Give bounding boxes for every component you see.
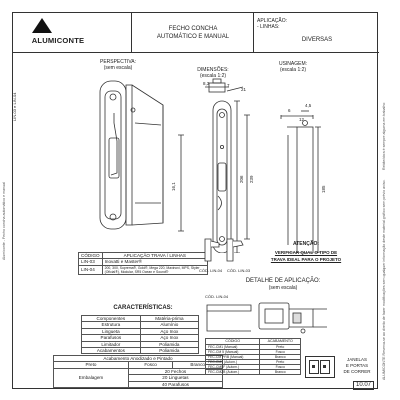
components-head: Componentes [82, 316, 141, 322]
detail-code: CÓD. LIN-04 [205, 294, 229, 299]
dim-206: 206 [239, 175, 244, 183]
dim-16-1: 16,1 [171, 182, 176, 191]
table-row [206, 370, 301, 375]
pack-label: Embalagem [54, 368, 129, 387]
table-row [82, 348, 199, 354]
side-note-right-top: Rebite/obra é sempre alguma em trabalho [382, 102, 386, 170]
page-number: 10.07 [353, 381, 374, 390]
attention-line-2: TRAVA IDEAL PARA O PROJETO [270, 257, 342, 262]
finish-code-cell: FEC-CM PRB (Manual) [206, 355, 260, 360]
dimensions-title: DIMENSÕES: [197, 67, 229, 73]
title-line-1: FECHO CONCHA [168, 26, 218, 32]
application-cell [253, 13, 379, 53]
finish-code-cell: FEC-CM1 (Autom.) [206, 360, 260, 365]
codes-table [78, 252, 208, 275]
dim-21: 21 [241, 87, 247, 92]
finish-code-cell: FEC-CM5F (Autom.) [206, 365, 260, 370]
logo-text: ALUMICONTE [31, 36, 85, 45]
latch-icons [199, 235, 249, 267]
perspective-title: PERSPECTIVA: [99, 59, 137, 65]
material-cell: Aço Inox [140, 328, 198, 334]
characteristics-title: CARACTERÍSTICAS: [113, 305, 173, 311]
janelas-line-1: JANELAS [346, 357, 367, 362]
table-row [79, 265, 208, 274]
brand-logo [17, 18, 97, 50]
perspective-view [100, 81, 163, 229]
logo-triangle-icon [32, 18, 52, 33]
dim-7: 7 [227, 83, 230, 88]
dim-185: 185 [321, 185, 326, 193]
dim-8-3: 8,3 [203, 81, 210, 86]
component-cell: Limitador [82, 341, 141, 347]
finish-code-cell: FEC-CM1 (Manual) [206, 345, 260, 350]
codes-head-app: APLICAÇÃO TRAVA / LINHAS [102, 253, 207, 259]
application-label: APLICAÇÃO: [257, 18, 288, 24]
app-cell: 200, 300, Suprema®, Gold®, Mega 220, Maxinovi, MPS, Styler (Oficial®), Modular, SR5 Ocean e Sound® [102, 265, 207, 274]
vertical-code: LIN-03 e LIN-04 [12, 92, 17, 121]
code-cell: LIN-04 [79, 265, 103, 274]
app-cell: Inovatti e Master® [102, 259, 207, 265]
finish-head: ACABAMENTO [260, 339, 301, 345]
usinagem-view [281, 111, 321, 253]
usinagem-title: USINAGEM: [278, 61, 308, 67]
dim-6: 6 [288, 108, 291, 113]
finish-cell: Branco [260, 355, 301, 360]
finish-codes-table [205, 338, 301, 375]
attention-code-b: CÓD. LIN-03 [227, 268, 251, 273]
attention-code-a: CÓD. LIN-04 [199, 268, 223, 273]
pack-item: 20 Fechos [128, 368, 222, 374]
finish-cell: Preto [260, 345, 301, 350]
application-sub: - LINHAS: [257, 24, 280, 30]
finish-cell: Fosco [260, 350, 301, 355]
usinagem-scale: (escala 1:2) [279, 67, 307, 73]
color-cell: Branco [173, 362, 223, 368]
finish-code-cell: FEC-CM2B (Autom.) [206, 370, 260, 375]
finish-cell: Fosco [260, 365, 301, 370]
finish-title: Acabamento Anodizado e Pintado [54, 356, 223, 362]
finish-table [53, 355, 223, 388]
side-note-left: Alumiconte - Fecho concha automático e manual [2, 182, 6, 260]
attention-line-1: VERIFICAR QUAL O TIPO DE [274, 250, 338, 255]
sliding-window-icon [305, 356, 335, 378]
material-cell: Poliamida [140, 348, 198, 354]
color-cell: Preto [54, 362, 129, 368]
finish-code-cell: FEC-CM 5 (Manual) [206, 350, 260, 355]
dimensions-view [213, 101, 231, 253]
title-line-2: AUTOMÁTICO E MANUAL [156, 34, 230, 40]
side-note-right-bottom: ALUMICONTE Reserva-se ao direito de fazer modificações sem qualquer informação deste material gráfico sem prévio aviso. [382, 179, 386, 380]
application-detail-drawing [203, 301, 333, 337]
codes-head-code: CÓDIGO [79, 253, 103, 259]
components-table [81, 315, 199, 354]
dim-12: 12 [299, 117, 305, 122]
finish-code-head: CÓDIGO [206, 339, 260, 345]
color-cell: Fosco [128, 362, 172, 368]
dim-4-5: 4,5 [305, 103, 312, 108]
material-head: Matéria-prima [140, 316, 198, 322]
code-cell: LIN-03 [79, 259, 103, 265]
title-block [13, 13, 379, 53]
dimensions-scale: (escala 1:2) [199, 73, 227, 79]
application-value: DIVERSAS [301, 37, 333, 43]
material-cell: Aço Inox [140, 335, 198, 341]
detail-scale: (sem escala) [268, 285, 298, 291]
janelas-line-3: DE CORRER [343, 369, 371, 374]
perspective-scale: (sem escala) [103, 65, 133, 71]
component-cell: Lingueta [82, 328, 141, 334]
attention-title: ATENÇÃO: [292, 241, 319, 247]
material-cell: Poliamida [140, 341, 198, 347]
title-cell [131, 13, 253, 53]
pack-item: 20 Linguetas [128, 375, 222, 381]
dim-239: 239 [249, 175, 254, 183]
material-cell: Alumínio [140, 322, 198, 328]
finish-cell: Branco [260, 370, 301, 375]
component-cell: Acabamentos [82, 348, 141, 354]
detail-title: DETALHE DE APLICAÇÃO: [245, 278, 321, 284]
technical-drawings [13, 53, 379, 253]
finish-cell: Preto [260, 360, 301, 365]
component-cell: Estrutura [82, 322, 141, 328]
drawing-sheet [12, 12, 378, 389]
component-cell: Parafusos [82, 335, 141, 341]
pack-item: 40 Parafusos [128, 381, 222, 387]
janelas-line-2: E PORTAS [345, 363, 369, 368]
